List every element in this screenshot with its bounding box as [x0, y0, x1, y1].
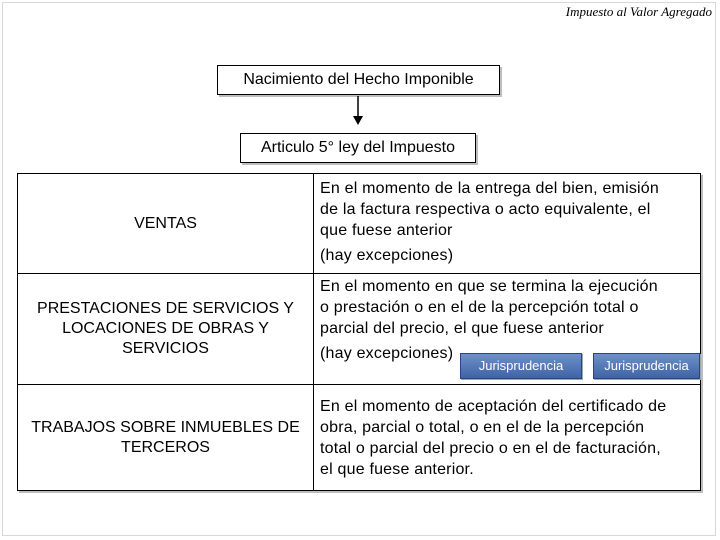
- text-line: obra, parcial o total, o en el de la percepción: [320, 419, 645, 436]
- text-line: que fuese anterior: [320, 222, 453, 239]
- text-line: total o parcial del precio o en el de facturación,: [320, 440, 661, 457]
- row-text-prestaciones: [320, 276, 698, 364]
- text-line: de la factura respectiva o acto equivalente, el: [320, 201, 651, 218]
- text-line: (hay excepciones): [320, 345, 454, 362]
- text-line: parcial del precio, el que fuese anterior: [320, 320, 604, 337]
- row-label-ventas: VENTAS: [134, 214, 197, 232]
- header-title: Impuesto al Valor Agregado: [565, 4, 712, 19]
- text-line: En el momento de la entrega del bien, emisión: [320, 180, 659, 197]
- row-text-trabajos: [320, 396, 698, 480]
- down-arrow: [357, 96, 360, 122]
- row-text-ventas: [320, 178, 698, 266]
- text-line: el que fuese anterior.: [320, 461, 474, 478]
- hecho-imponible-box: Nacimiento del Hecho Imponible: [217, 65, 500, 95]
- text-line: (hay excepciones): [320, 247, 454, 264]
- text-line: En el momento en que se termina la ejecución: [320, 278, 658, 295]
- jurisprudencia-button-2[interactable]: Jurisprudencia: [593, 353, 700, 379]
- text-line: En el momento de aceptación del certificado de: [320, 398, 667, 415]
- jurisprudencia-button-1[interactable]: Jurisprudencia: [460, 353, 582, 379]
- hecho-imponible-table: [17, 173, 701, 491]
- row-label-prestaciones: PRESTACIONES DE SERVICIOS Y LOCACIONES DE OBRAS Y SERVICIOS: [37, 300, 294, 357]
- row-label-trabajos: TRABAJOS SOBRE INMUEBLES DE TERCEROS: [31, 418, 300, 456]
- articulo-box: Articulo 5° ley del Impuesto: [240, 133, 476, 163]
- column-divider: [313, 174, 314, 490]
- text-line: o prestación o en el de la percepción total o: [320, 299, 639, 316]
